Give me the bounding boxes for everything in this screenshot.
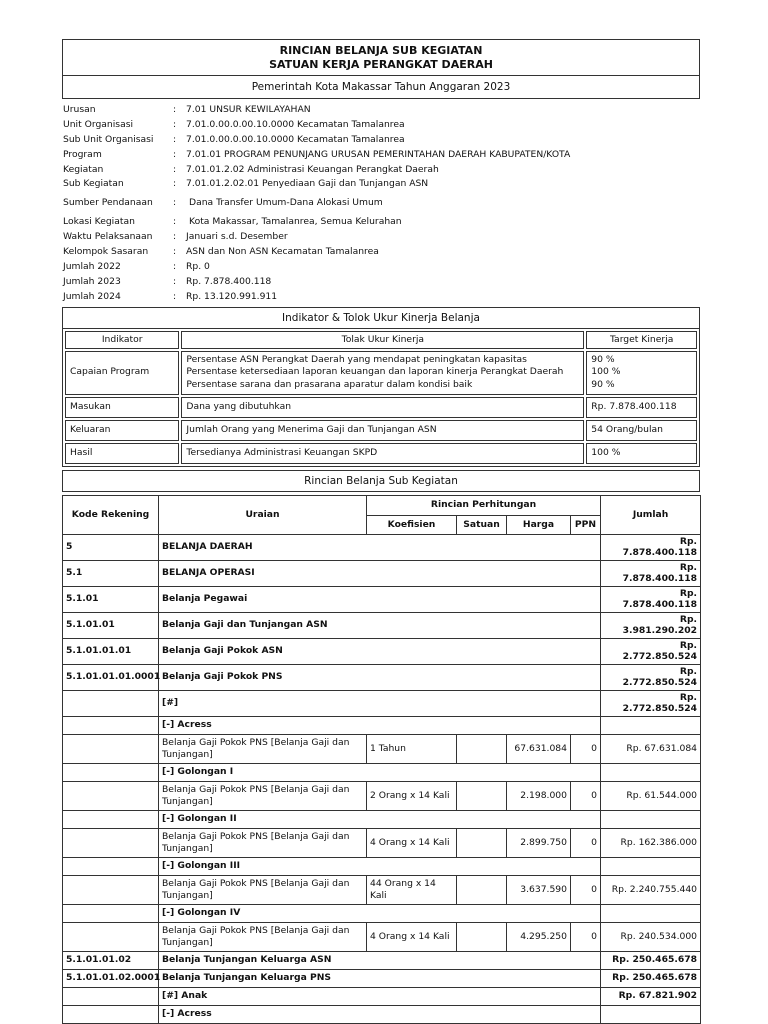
info-value: Rp. 13.120.991.911 bbox=[186, 290, 278, 302]
info-label: Kelompok Sasaran bbox=[63, 245, 149, 257]
jumlah-cell: Rp. 2.240.755.440 bbox=[601, 875, 701, 904]
target-cell bbox=[586, 397, 697, 418]
uraian-cell: Belanja Gaji Pokok ASN bbox=[159, 638, 601, 664]
jumlah-cell: Rp. 7.878.400.118 bbox=[601, 534, 701, 560]
info-value: Rp. 7.878.400.118 bbox=[186, 275, 272, 287]
uraian-cell: Belanja Gaji Pokok PNS [Belanja Gaji dan Tunjangan] bbox=[159, 875, 367, 904]
info-value: Dana Transfer Umum-Dana Alokasi Umum bbox=[189, 197, 383, 209]
info-row bbox=[63, 259, 700, 274]
info-value: Kota Makassar, Tamalanrea, Semua Kelurahan bbox=[189, 216, 402, 228]
rincian-item-row bbox=[63, 781, 701, 810]
info-colon: : bbox=[173, 260, 177, 272]
info-value: 7.01.0.00.0.00.10.0000 Kecamatan Tamalanrea bbox=[186, 118, 405, 130]
koefisien-cell: 44 Orang x 14 Kali bbox=[367, 875, 457, 904]
uraian-cell: Belanja Gaji Pokok PNS [Belanja Gaji dan Tunjangan] bbox=[159, 922, 367, 951]
indikator-table-box bbox=[62, 329, 700, 467]
info-label: Urusan bbox=[63, 103, 96, 115]
harga-cell: 67.631.084 bbox=[507, 734, 571, 763]
rincian-table bbox=[62, 495, 701, 1024]
jumlah-cell: Rp. 2.772.850.524 bbox=[601, 690, 701, 716]
info-colon: : bbox=[173, 275, 177, 287]
jumlah-empty bbox=[601, 857, 701, 875]
info-value: 7.01 UNSUR KEWILAYAHAN bbox=[186, 103, 311, 115]
satuan-cell bbox=[457, 781, 507, 810]
uraian-col-header: Uraian bbox=[159, 495, 367, 534]
kode-rekening-empty bbox=[63, 904, 159, 922]
rincian-group-row bbox=[63, 763, 701, 781]
perhitungan-col-header: Rincian Perhitungan bbox=[367, 495, 601, 515]
satuan-cell bbox=[457, 734, 507, 763]
target-col-header: Target Kinerja bbox=[586, 331, 697, 349]
kode-rekening: 5.1 bbox=[63, 560, 159, 586]
uraian-cell: [#] Anak bbox=[159, 987, 601, 1005]
uraian-cell: BELANJA DAERAH bbox=[159, 534, 601, 560]
info-colon: : bbox=[173, 178, 177, 190]
tolak-ukur-cell bbox=[181, 397, 584, 418]
tolak-ukur-line: Persentase sarana dan prasarana aparatur dalam kondisi baik bbox=[186, 378, 473, 390]
target-line: 90 % bbox=[591, 354, 615, 366]
info-colon: : bbox=[173, 103, 177, 115]
info-label: Jumlah 2022 bbox=[63, 260, 121, 272]
harga-cell: 2.899.750 bbox=[507, 828, 571, 857]
ppn-cell: 0 bbox=[571, 922, 601, 951]
tolak-col-header: Tolak Ukur Kinerja bbox=[181, 331, 584, 349]
harga-cell: 2.198.000 bbox=[507, 781, 571, 810]
info-row bbox=[63, 195, 700, 210]
rincian-total-row bbox=[63, 638, 701, 664]
group-label: [-] Golongan II bbox=[159, 810, 601, 828]
rincian-group-row bbox=[63, 716, 701, 734]
rincian-group-row bbox=[63, 1005, 701, 1023]
info-label: Sub Kegiatan bbox=[63, 178, 124, 190]
target-cell bbox=[586, 351, 697, 395]
indikator-name: Masukan bbox=[65, 397, 179, 418]
harga-cell: 4.295.250 bbox=[507, 922, 571, 951]
uraian-cell: Belanja Tunjangan Keluarga ASN bbox=[159, 951, 601, 969]
jumlah-cell: Rp. 250.465.678 bbox=[601, 969, 701, 987]
tolak-ukur-line: Persentase ASN Perangkat Daerah yang mendapat peningkatan kapasitas bbox=[186, 354, 527, 366]
rincian-item-row bbox=[63, 734, 701, 763]
info-label: Jumlah 2023 bbox=[63, 275, 121, 287]
info-row bbox=[63, 289, 700, 304]
rincian-item-row bbox=[63, 922, 701, 951]
indikator-section-title: Indikator & Tolok Ukur Kinerja Belanja bbox=[282, 311, 480, 324]
group-label: [-] Acress bbox=[159, 716, 601, 734]
document-title bbox=[63, 40, 699, 76]
info-row bbox=[63, 117, 700, 132]
jumlah-cell: Rp. 2.772.850.524 bbox=[601, 664, 701, 690]
info-label: Program bbox=[63, 148, 102, 160]
indikator-name: Hasil bbox=[65, 443, 179, 464]
rincian-item-row bbox=[63, 875, 701, 904]
info-label: Waktu Pelaksanaan bbox=[63, 231, 153, 243]
target-line: 90 % bbox=[591, 378, 615, 390]
uraian-cell: Belanja Gaji Pokok PNS [Belanja Gaji dan Tunjangan] bbox=[159, 828, 367, 857]
info-row bbox=[63, 147, 700, 162]
tolak-ukur-line: Tersedianya Administrasi Keuangan SKPD bbox=[186, 446, 378, 458]
koefisien-cell: 4 Orang x 14 Kali bbox=[367, 922, 457, 951]
group-label: [-] Golongan III bbox=[159, 857, 601, 875]
target-cell bbox=[586, 420, 697, 441]
jumlah-cell: Rp. 67.631.084 bbox=[601, 734, 701, 763]
kode-rekening-empty bbox=[63, 1005, 159, 1023]
kode-rekening-empty bbox=[63, 781, 159, 810]
jumlah-cell: Rp. 7.878.400.118 bbox=[601, 586, 701, 612]
kode-rekening-empty bbox=[63, 875, 159, 904]
kode-rekening-empty bbox=[63, 810, 159, 828]
target-cell bbox=[586, 443, 697, 464]
uraian-cell: BELANJA OPERASI bbox=[159, 560, 601, 586]
kode-col-header: Kode Rekening bbox=[63, 495, 159, 534]
kode-rekening-empty bbox=[63, 922, 159, 951]
uraian-cell: Belanja Gaji Pokok PNS [Belanja Gaji dan Tunjangan] bbox=[159, 781, 367, 810]
rincian-total-row bbox=[63, 664, 701, 690]
jumlah-empty bbox=[601, 716, 701, 734]
kode-rekening bbox=[63, 987, 159, 1005]
rincian-header-row-1 bbox=[63, 495, 701, 515]
indikator-row bbox=[65, 443, 697, 464]
indikator-row bbox=[65, 420, 697, 441]
info-value: 7.01.01 PROGRAM PENUNJANG URUSAN PEMERINTAHAN DAERAH KABUPATEN/KOTA bbox=[186, 148, 571, 160]
info-row bbox=[63, 162, 700, 177]
rincian-group-row bbox=[63, 810, 701, 828]
kode-rekening: 5.1.01.01.02.0001 bbox=[63, 969, 159, 987]
title-line-2: SATUAN KERJA PERANGKAT DAERAH bbox=[269, 58, 493, 71]
info-value: 7.01.01.2.02 Administrasi Keuangan Perangkat Daerah bbox=[186, 163, 439, 175]
indikator-name: Keluaran bbox=[65, 420, 179, 441]
info-row bbox=[63, 274, 700, 289]
indikator-header-row bbox=[65, 331, 697, 349]
info-section bbox=[62, 99, 700, 304]
ppn-cell: 0 bbox=[571, 781, 601, 810]
info-colon: : bbox=[173, 148, 177, 160]
document-page bbox=[62, 39, 700, 1024]
info-value: Januari s.d. Desember bbox=[186, 231, 288, 243]
kode-rekening-empty bbox=[63, 716, 159, 734]
info-colon: : bbox=[173, 216, 177, 228]
rincian-total-row bbox=[63, 969, 701, 987]
kode-rekening: 5.1.01.01 bbox=[63, 612, 159, 638]
target-line: 100 % bbox=[591, 366, 621, 378]
target-line: 54 Orang/bulan bbox=[591, 423, 663, 435]
tolak-ukur-cell bbox=[181, 420, 584, 441]
kode-rekening bbox=[63, 690, 159, 716]
rincian-total-row bbox=[63, 951, 701, 969]
jumlah-empty bbox=[601, 810, 701, 828]
harga-col-header: Harga bbox=[507, 515, 571, 534]
jumlah-cell: Rp. 250.465.678 bbox=[601, 951, 701, 969]
info-row bbox=[63, 176, 700, 191]
rincian-group-row bbox=[63, 904, 701, 922]
jumlah-cell: Rp. 2.772.850.524 bbox=[601, 638, 701, 664]
kode-rekening-empty bbox=[63, 763, 159, 781]
uraian-cell: Belanja Gaji Pokok PNS bbox=[159, 664, 601, 690]
kode-rekening: 5.1.01.01.01 bbox=[63, 638, 159, 664]
kode-rekening-empty bbox=[63, 857, 159, 875]
tolak-ukur-cell bbox=[181, 351, 584, 395]
info-label: Jumlah 2024 bbox=[63, 290, 121, 302]
ppn-cell: 0 bbox=[571, 875, 601, 904]
jumlah-cell: Rp. 240.534.000 bbox=[601, 922, 701, 951]
group-label: [-] Acress bbox=[159, 1005, 601, 1023]
info-value: 7.01.0.00.0.00.10.0000 Kecamatan Tamalanrea bbox=[186, 133, 405, 145]
harga-cell: 3.637.590 bbox=[507, 875, 571, 904]
uraian-cell: Belanja Pegawai bbox=[159, 586, 601, 612]
info-value: Rp. 0 bbox=[186, 260, 210, 272]
document-subtitle: Pemerintah Kota Makassar Tahun Anggaran 2023 bbox=[251, 81, 511, 93]
info-row bbox=[63, 214, 700, 229]
koefisien-cell: 4 Orang x 14 Kali bbox=[367, 828, 457, 857]
jumlah-cell: Rp. 7.878.400.118 bbox=[601, 560, 701, 586]
info-label: Sumber Pendanaan bbox=[63, 197, 153, 209]
satuan-cell bbox=[457, 922, 507, 951]
koefisien-cell: 2 Orang x 14 Kali bbox=[367, 781, 457, 810]
ppn-col-header: PPN bbox=[571, 515, 601, 534]
jumlah-cell: Rp. 61.544.000 bbox=[601, 781, 701, 810]
rincian-total-row bbox=[63, 612, 701, 638]
uraian-cell: [#] bbox=[159, 690, 601, 716]
satuan-cell bbox=[457, 875, 507, 904]
satuan-cell bbox=[457, 828, 507, 857]
rincian-section-title: Rincian Belanja Sub Kegiatan bbox=[304, 474, 458, 487]
uraian-cell: Belanja Gaji Pokok PNS [Belanja Gaji dan Tunjangan] bbox=[159, 734, 367, 763]
jumlah-cell: Rp. 3.981.290.202 bbox=[601, 612, 701, 638]
group-label: [-] Golongan I bbox=[159, 763, 601, 781]
info-colon: : bbox=[173, 197, 177, 209]
group-label: [-] Golongan IV bbox=[159, 904, 601, 922]
ppn-cell: 0 bbox=[571, 828, 601, 857]
jumlah-cell: Rp. 162.386.000 bbox=[601, 828, 701, 857]
indikator-box bbox=[62, 307, 700, 329]
info-row bbox=[63, 229, 700, 244]
rincian-total-row bbox=[63, 987, 701, 1005]
info-colon: : bbox=[173, 290, 177, 302]
info-colon: : bbox=[173, 245, 177, 257]
indikator-row bbox=[65, 351, 697, 395]
kode-rekening: 5 bbox=[63, 534, 159, 560]
jumlah-col-header: Jumlah bbox=[601, 495, 701, 534]
info-colon: : bbox=[173, 163, 177, 175]
tolak-ukur-line: Jumlah Orang yang Menerima Gaji dan Tunjangan ASN bbox=[186, 423, 437, 435]
document-header bbox=[62, 39, 700, 99]
kode-rekening: 5.1.01 bbox=[63, 586, 159, 612]
jumlah-empty bbox=[601, 763, 701, 781]
rincian-box bbox=[62, 470, 700, 492]
koefisien-cell: 1 Tahun bbox=[367, 734, 457, 763]
rincian-item-row bbox=[63, 828, 701, 857]
info-label: Sub Unit Organisasi bbox=[63, 133, 154, 145]
info-label: Kegiatan bbox=[63, 163, 104, 175]
uraian-cell: Belanja Tunjangan Keluarga PNS bbox=[159, 969, 601, 987]
kode-rekening: 5.1.01.01.01.0001 bbox=[63, 664, 159, 690]
indikator-col-header: Indikator bbox=[65, 331, 179, 349]
target-line: Rp. 7.878.400.118 bbox=[591, 400, 677, 412]
rincian-total-row bbox=[63, 586, 701, 612]
info-label: Unit Organisasi bbox=[63, 118, 134, 130]
info-colon: : bbox=[173, 133, 177, 145]
info-row bbox=[63, 102, 700, 117]
info-label: Lokasi Kegiatan bbox=[63, 216, 135, 228]
indikator-row bbox=[65, 397, 697, 418]
rincian-total-row bbox=[63, 690, 701, 716]
indikator-name: Capaian Program bbox=[65, 351, 179, 395]
kode-rekening-empty bbox=[63, 734, 159, 763]
title-line-1: RINCIAN BELANJA SUB KEGIATAN bbox=[279, 44, 483, 57]
rincian-total-row bbox=[63, 534, 701, 560]
info-colon: : bbox=[173, 231, 177, 243]
ppn-cell: 0 bbox=[571, 734, 601, 763]
jumlah-cell: Rp. 67.821.902 bbox=[601, 987, 701, 1005]
info-row bbox=[63, 132, 700, 147]
kode-rekening-empty bbox=[63, 828, 159, 857]
uraian-cell: Belanja Gaji dan Tunjangan ASN bbox=[159, 612, 601, 638]
target-line: 100 % bbox=[591, 446, 621, 458]
kode-rekening: 5.1.01.01.02 bbox=[63, 951, 159, 969]
info-value: ASN dan Non ASN Kecamatan Tamalanrea bbox=[186, 245, 379, 257]
rincian-total-row bbox=[63, 560, 701, 586]
tolak-ukur-cell bbox=[181, 443, 584, 464]
info-row bbox=[63, 244, 700, 259]
info-colon: : bbox=[173, 118, 177, 130]
satuan-col-header: Satuan bbox=[457, 515, 507, 534]
jumlah-empty bbox=[601, 1005, 701, 1023]
tolak-ukur-line: Persentase ketersediaan laporan keuangan dan laporan kinerja Perangkat Daerah bbox=[186, 366, 564, 378]
tolak-ukur-line: Dana yang dibutuhkan bbox=[186, 400, 292, 412]
koefisien-col-header: Koefisien bbox=[367, 515, 457, 534]
info-value: 7.01.01.2.02.01 Penyediaan Gaji dan Tunjangan ASN bbox=[186, 178, 429, 190]
indikator-table bbox=[63, 329, 699, 466]
rincian-group-row bbox=[63, 857, 701, 875]
jumlah-empty bbox=[601, 904, 701, 922]
